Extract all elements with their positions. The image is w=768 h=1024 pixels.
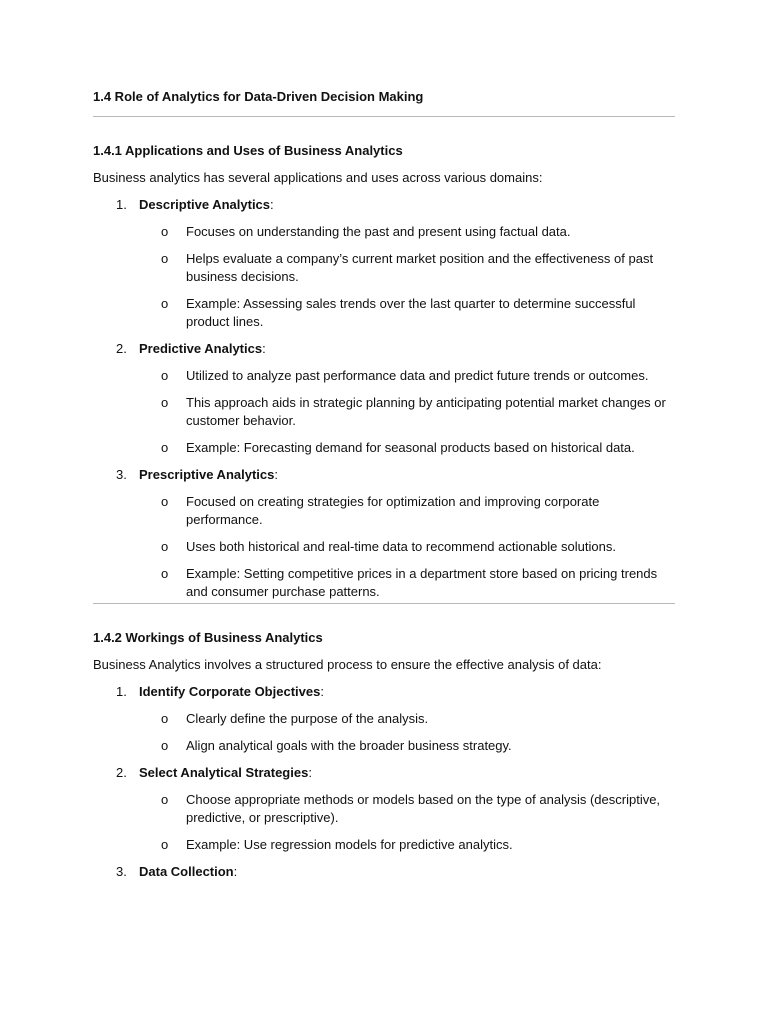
bullet-marker: o: [161, 494, 169, 509]
section-intro: Business Analytics involves a structured process to ensure the effective analysis of data:: [93, 657, 602, 672]
bullet-marker: o: [161, 395, 169, 410]
item-label: Descriptive Analytics: [139, 197, 271, 212]
item-number: 1.: [116, 197, 127, 212]
bullet-item: [93, 439, 675, 457]
bullet-marker: o: [161, 738, 169, 753]
item-label: Predictive Analytics: [139, 341, 263, 356]
item-number: 2.: [116, 341, 127, 356]
bullet-text: Focuses on understanding the past and present using factual data.: [186, 224, 571, 239]
bullet-text: Utilized to analyze past performance data and predict future trends or outcomes.: [186, 368, 649, 383]
bullet-marker: o: [161, 368, 169, 383]
numbered-item: [93, 863, 675, 881]
bullet-marker: o: [161, 837, 169, 852]
item-suffix: :: [320, 684, 324, 699]
item-label: Identify Corporate Objectives: [139, 684, 321, 699]
bullet-item: [93, 250, 675, 286]
item-number: 3.: [116, 467, 127, 482]
numbered-item: [93, 683, 675, 701]
numbered-item: [93, 466, 675, 484]
item-suffix: :: [233, 864, 238, 879]
bullet-item: [93, 791, 675, 827]
item-number: 2.: [116, 765, 127, 780]
bullet-item: [93, 737, 675, 755]
document-content: [93, 86, 675, 881]
bullet-text: Example: Forecasting demand for seasonal products based on historical data.: [186, 440, 635, 455]
numbered-item: [93, 764, 675, 782]
bullet-marker: o: [161, 792, 169, 807]
section-heading-workings: 1.4.2 Workings of Business Analytics: [93, 630, 323, 645]
bullet-marker: o: [161, 224, 169, 239]
item-label: Select Analytical Strategies: [139, 765, 309, 780]
item-number: 3.: [116, 864, 127, 879]
bullet-text: Clearly define the purpose of the analysis.: [186, 711, 429, 726]
bullet-item: [93, 493, 675, 529]
section-heading-applications: 1.4.1 Applications and Uses of Business Analytics: [93, 143, 403, 158]
bullet-text: Uses both historical and real-time data to recommend actionable solutions.: [186, 539, 616, 554]
item-suffix: :: [262, 341, 266, 356]
item-suffix: :: [270, 197, 274, 212]
numbered-item: [93, 196, 675, 214]
item-label: Prescriptive Analytics: [139, 467, 275, 482]
divider: [93, 603, 675, 604]
bullet-text: Example: Setting competitive prices in a department store based on pricing trends and consumer purchase patterns.: [186, 566, 658, 599]
bullet-marker: o: [161, 711, 169, 726]
bullet-text: Example: Use regression models for predictive analytics.: [186, 837, 513, 852]
bullet-item: [93, 367, 675, 385]
bullet-item: [93, 394, 675, 430]
bullet-marker: o: [161, 251, 169, 266]
bullet-text: Choose appropriate methods or models based on the type of analysis (descriptive, predictive, or prescriptive).: [186, 792, 661, 825]
bullet-item: [93, 565, 675, 601]
bullet-marker: o: [161, 566, 169, 581]
page-title: 1.4 Role of Analytics for Data-Driven Decision Making: [93, 89, 424, 104]
bullet-marker: o: [161, 539, 169, 554]
bullet-text: This approach aids in strategic planning by anticipating potential market changes or customer behavior.: [186, 395, 666, 428]
bullet-text: Helps evaluate a company’s current market position and the effectiveness of past business decisions.: [186, 251, 654, 284]
numbered-item: [93, 340, 675, 358]
item-number: 1.: [116, 684, 127, 699]
item-label: Data Collection: [139, 864, 234, 879]
bullet-marker: o: [161, 440, 169, 455]
item-suffix: :: [308, 765, 312, 780]
bullet-text: Align analytical goals with the broader business strategy.: [186, 738, 512, 753]
item-suffix: :: [274, 467, 278, 482]
bullet-item: [93, 538, 675, 556]
bullet-item: [93, 836, 675, 854]
bullet-item: [93, 223, 675, 241]
bullet-text: Example: Assessing sales trends over the last quarter to determine successful product lines.: [186, 296, 636, 329]
section-intro: Business analytics has several applications and uses across various domains:: [93, 170, 543, 185]
divider: [93, 116, 675, 117]
bullet-text: Focused on creating strategies for optimization and improving corporate performance.: [186, 494, 600, 527]
bullet-item: [93, 710, 675, 728]
bullet-item: [93, 295, 675, 331]
bullet-marker: o: [161, 296, 169, 311]
